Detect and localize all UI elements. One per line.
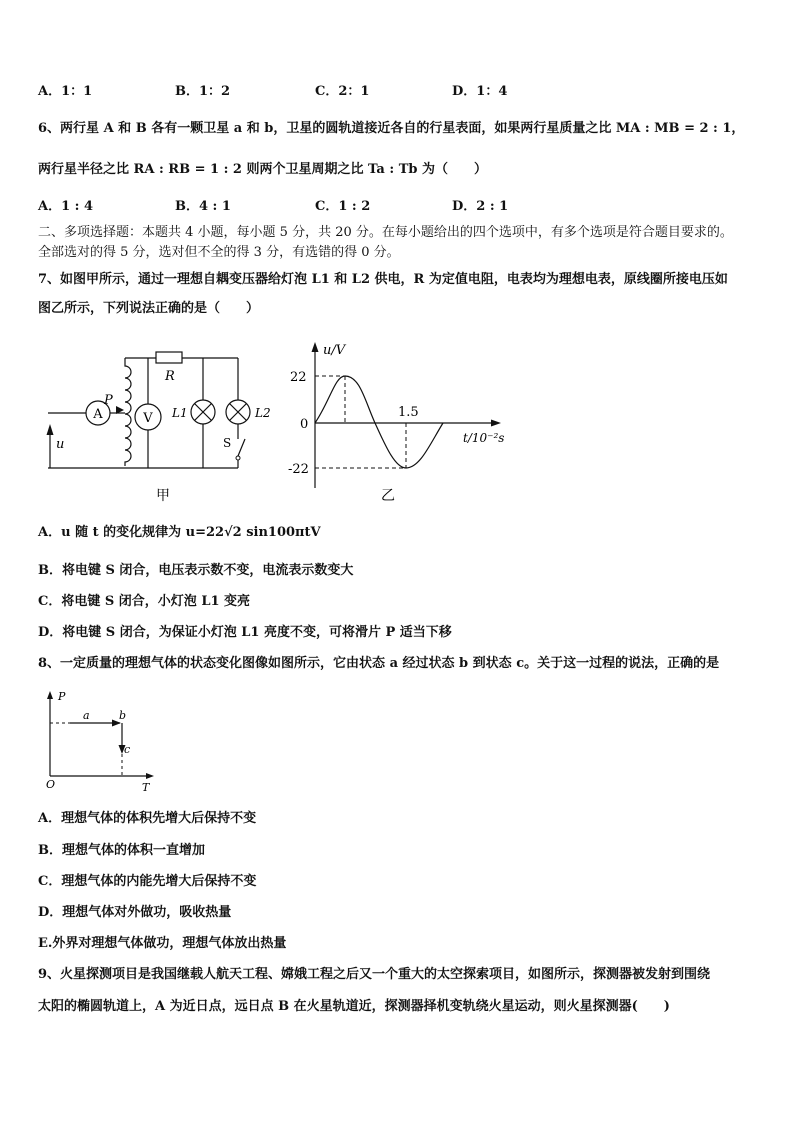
pt-state-c: c — [124, 743, 131, 756]
pt-state-a: a — [83, 709, 90, 722]
section2-line2: 全部选对的得 5 分，选对但不全的得 3 分，有选错的得 0 分。 — [38, 245, 400, 260]
graph-caption: 乙 — [381, 488, 395, 504]
q7-option-c: C．将电键 S 闭合，小灯泡 L1 变亮 — [38, 594, 251, 609]
q5-option-d: D．1：4 — [452, 84, 508, 99]
q9-stem-line1: 9、火星探测项目是我国继载人航天工程、嫦娥工程之后又一个重大的太空探索项目，如图所示，探测器被发射到围绕 — [38, 967, 711, 982]
graph-x-tick: 1.5 — [398, 405, 419, 420]
q6-option-c: C．1 : 2 — [315, 199, 371, 214]
q9-stem-line2: 太阳的椭圆轨道上，A 为近日点，远日点 B 在火星轨道近，探测器择机变轨绕火星运动，则火星探测器( ) — [38, 999, 670, 1014]
q6-option-b: B．4 : 1 — [175, 199, 231, 214]
graph-y-tick-min: -22 — [288, 462, 309, 477]
slider-label: P — [104, 393, 113, 408]
resistor-label: R — [165, 369, 175, 384]
q7-stem-line2: 图乙所示，下列说法正确的是（ ） — [38, 301, 260, 316]
section2-line1: 二、多项选择题：本题共 4 小题，每小题 5 分，共 20 分。在每小题给出的四个选项中，有多个选项是符合题目要求的。 — [38, 225, 733, 240]
q5-option-c: C．2：1 — [315, 84, 370, 99]
q7-stem-line1: 7、如图甲所示，通过一理想自耦变压器给灯泡 L1 和 L2 供电，R 为定值电阻，电表均为理想电表，原线圈所接电压如 — [38, 272, 728, 287]
q8-option-d: D．理想气体对外做功，吸收热量 — [38, 905, 232, 920]
pt-x-label: T — [142, 781, 150, 794]
q8-stem: 8、一定质量的理想气体的状态变化图像如图所示，它由状态 a 经过状态 b 到状态 c。关于这一过程的说法，正确的是 — [38, 656, 720, 671]
q7-circuit-diagram — [38, 340, 288, 505]
input-voltage-label: u — [56, 437, 65, 452]
q6-stem-line1: 6、两行星 A 和 B 各有一颗卫星 a 和 b，卫星的圆轨道接近各自的行星表面，如果两行星质量之比 MA : MB = 2 : 1， — [38, 121, 745, 136]
graph-y-axis-label: u/V — [323, 343, 346, 358]
q6-option-a: A．1 : 4 — [38, 199, 94, 214]
q8-pt-graph — [40, 688, 165, 798]
q5-option-a: A．1：1 — [38, 84, 93, 99]
q8-option-b: B．理想气体的体积一直增加 — [38, 843, 205, 858]
ammeter-label: A — [93, 407, 103, 422]
q6-option-d: D．2 : 1 — [452, 199, 509, 214]
q8-option-e: E.外界对理想气体做功，理想气体放出热量 — [38, 936, 287, 951]
q5-option-b: B．1：2 — [175, 84, 231, 99]
graph-x-axis-label: t/10⁻²s — [463, 431, 505, 445]
q8-option-a: A．理想气体的体积先增大后保持不变 — [38, 811, 257, 826]
lamp1-label: L1 — [172, 406, 188, 420]
graph-y-tick-zero: 0 — [300, 417, 309, 432]
q6-stem-line2: 两行星半径之比 RA : RB = 1 : 2 则两个卫星周期之比 Ta : Tb 为（ ） — [38, 162, 487, 177]
pt-origin-label: O — [46, 778, 56, 791]
q8-option-c: C．理想气体的内能先增大后保持不变 — [38, 874, 257, 889]
q7-option-d: D．将电键 S 闭合，为保证小灯泡 L1 亮度不变，可将滑片 P 适当下移 — [38, 625, 452, 640]
circuit-caption: 甲 — [156, 488, 170, 504]
pt-state-b: b — [119, 709, 127, 722]
q7-option-b: B．将电键 S 闭合，电压表示数不变，电流表示数变大 — [38, 563, 354, 578]
pt-y-label: P — [58, 690, 66, 703]
lamp2-label: L2 — [255, 406, 271, 420]
graph-y-tick-max: 22 — [290, 370, 307, 385]
q7-option-a: A．u 随 t 的变化规律为 u=22√2 sin100πtV — [38, 525, 321, 540]
q7-voltage-graph — [285, 336, 510, 506]
switch-label: S — [223, 436, 232, 450]
voltmeter-label: V — [143, 411, 153, 426]
